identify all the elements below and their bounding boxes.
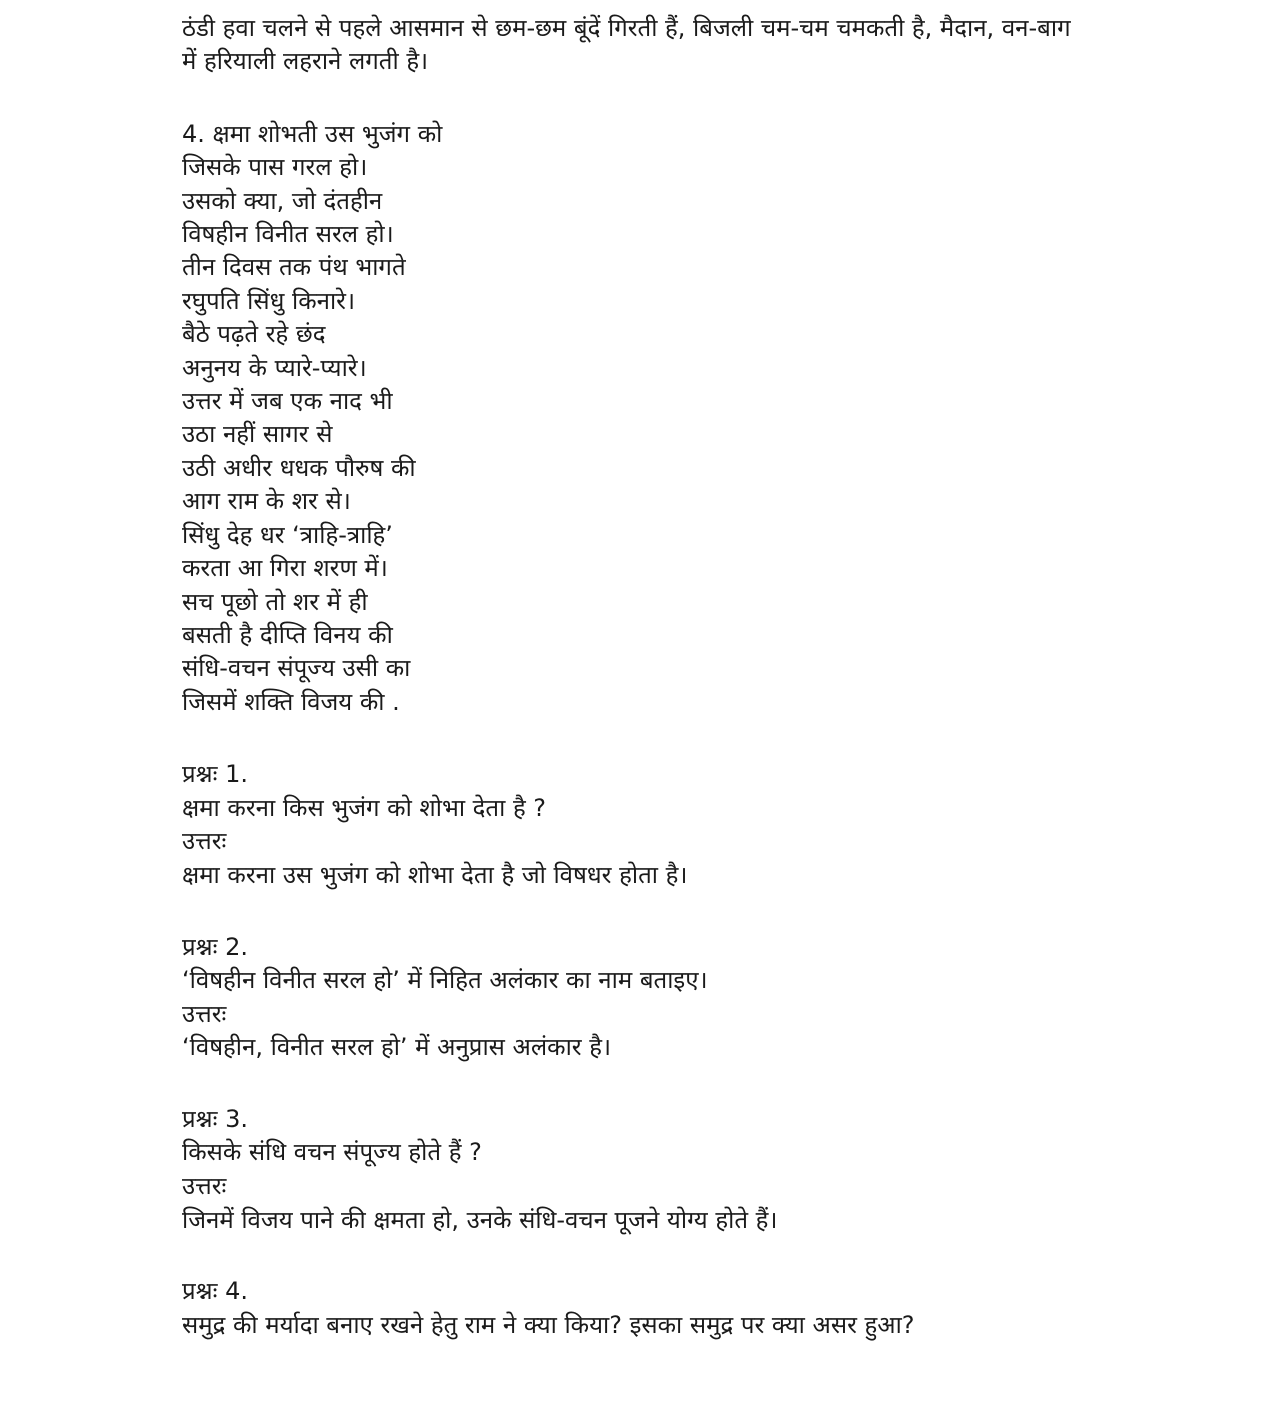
intro-line: ठंडी हवा चलने से पहले आसमान से छम-छम बूंदें गिरती हैं, बिजली चम-चम चमकती है, मैदान, वन-बाग [182,14,1071,42]
question-text: समुद्र की मर्यादा बनाए रखने हेतु राम ने क्या किया? इसका समुद्र पर क्या असर हुआ? [182,1310,915,1339]
poem-line: उठी अधीर धधक पौरुष की [182,453,416,482]
answer-text: ‘विषहीन, विनीत सरल हो’ में अनुप्रास अलंकार है। [182,1033,612,1062]
poem-line: अनुनय के प्यारे-प्यारे। [182,353,367,382]
poem-line: रघुपति सिंधु किनारे। [182,286,356,315]
poem-line: उत्तर में जब एक नाद भी [182,387,393,416]
question-block-3 [182,1103,1182,1237]
answer-label: उत्तरः [182,827,227,856]
answer-text: क्षमा करना उस भुजंग को शोभा देता है जो विषधर होता है। [182,860,688,889]
poem-line: करता आ गिरा शरण में। [182,554,388,583]
answer-label: उत्तरः [182,1172,227,1201]
poem-line: बैठे पढ़ते रहे छंद [182,320,326,349]
poem-line: जिसके पास गरल हो। [182,153,368,182]
paragraph-gap [182,719,1182,758]
question-label: प्रश्नः 2. [182,932,248,961]
document-page [182,12,1182,1342]
intro-line: में हरियाली लहराने लगती है। [182,47,429,76]
poem-line: सिंधु देह धर ‘त्राहि-त्राहि’ [182,520,393,549]
paragraph-gap [182,79,1182,118]
poem-line: तीन दिवस तक पंथ भागते [182,253,406,282]
poem-line: बसती है दीप्ति विनय की [182,620,393,649]
question-text: क्षमा करना किस भुजंग को शोभा देता है ? [182,793,547,822]
poem-line: आग राम के शर से। [182,487,351,516]
question-block-4 [182,1275,1182,1342]
question-label: प्रश्नः 4. [182,1277,248,1306]
question-text: किसके संधि वचन संपूज्य होते हैं ? [182,1138,482,1167]
question-block-2 [182,931,1182,1065]
question-text: ‘विषहीन विनीत सरल हो’ में निहित अलंकार का नाम बताइए। [182,966,708,995]
answer-label: उत्तरः [182,999,227,1028]
poem-line: जिसमें शक्ति विजय की . [182,687,400,716]
answer-text: जिनमें विजय पाने की क्षमता हो, उनके संधि-वचन पूजने योग्य होते हैं। [182,1205,778,1234]
poem-line: उठा नहीं सागर से [182,420,333,449]
intro-paragraph [182,12,1182,79]
poem-line: उसको क्या, जो दंतहीन [182,186,383,215]
question-label: प्रश्नः 3. [182,1104,248,1133]
poem-line: सच पूछो तो शर में ही [182,587,368,616]
poem-line: विषहीन विनीत सरल हो। [182,220,394,249]
poem-line: संधि-वचन संपूज्य उसी का [182,654,411,683]
poem-block [182,118,1182,719]
question-label: प्रश्नः 1. [182,760,248,789]
poem-heading: 4. क्षमा शोभती उस भुजंग को [182,119,443,148]
question-block-1 [182,758,1182,892]
